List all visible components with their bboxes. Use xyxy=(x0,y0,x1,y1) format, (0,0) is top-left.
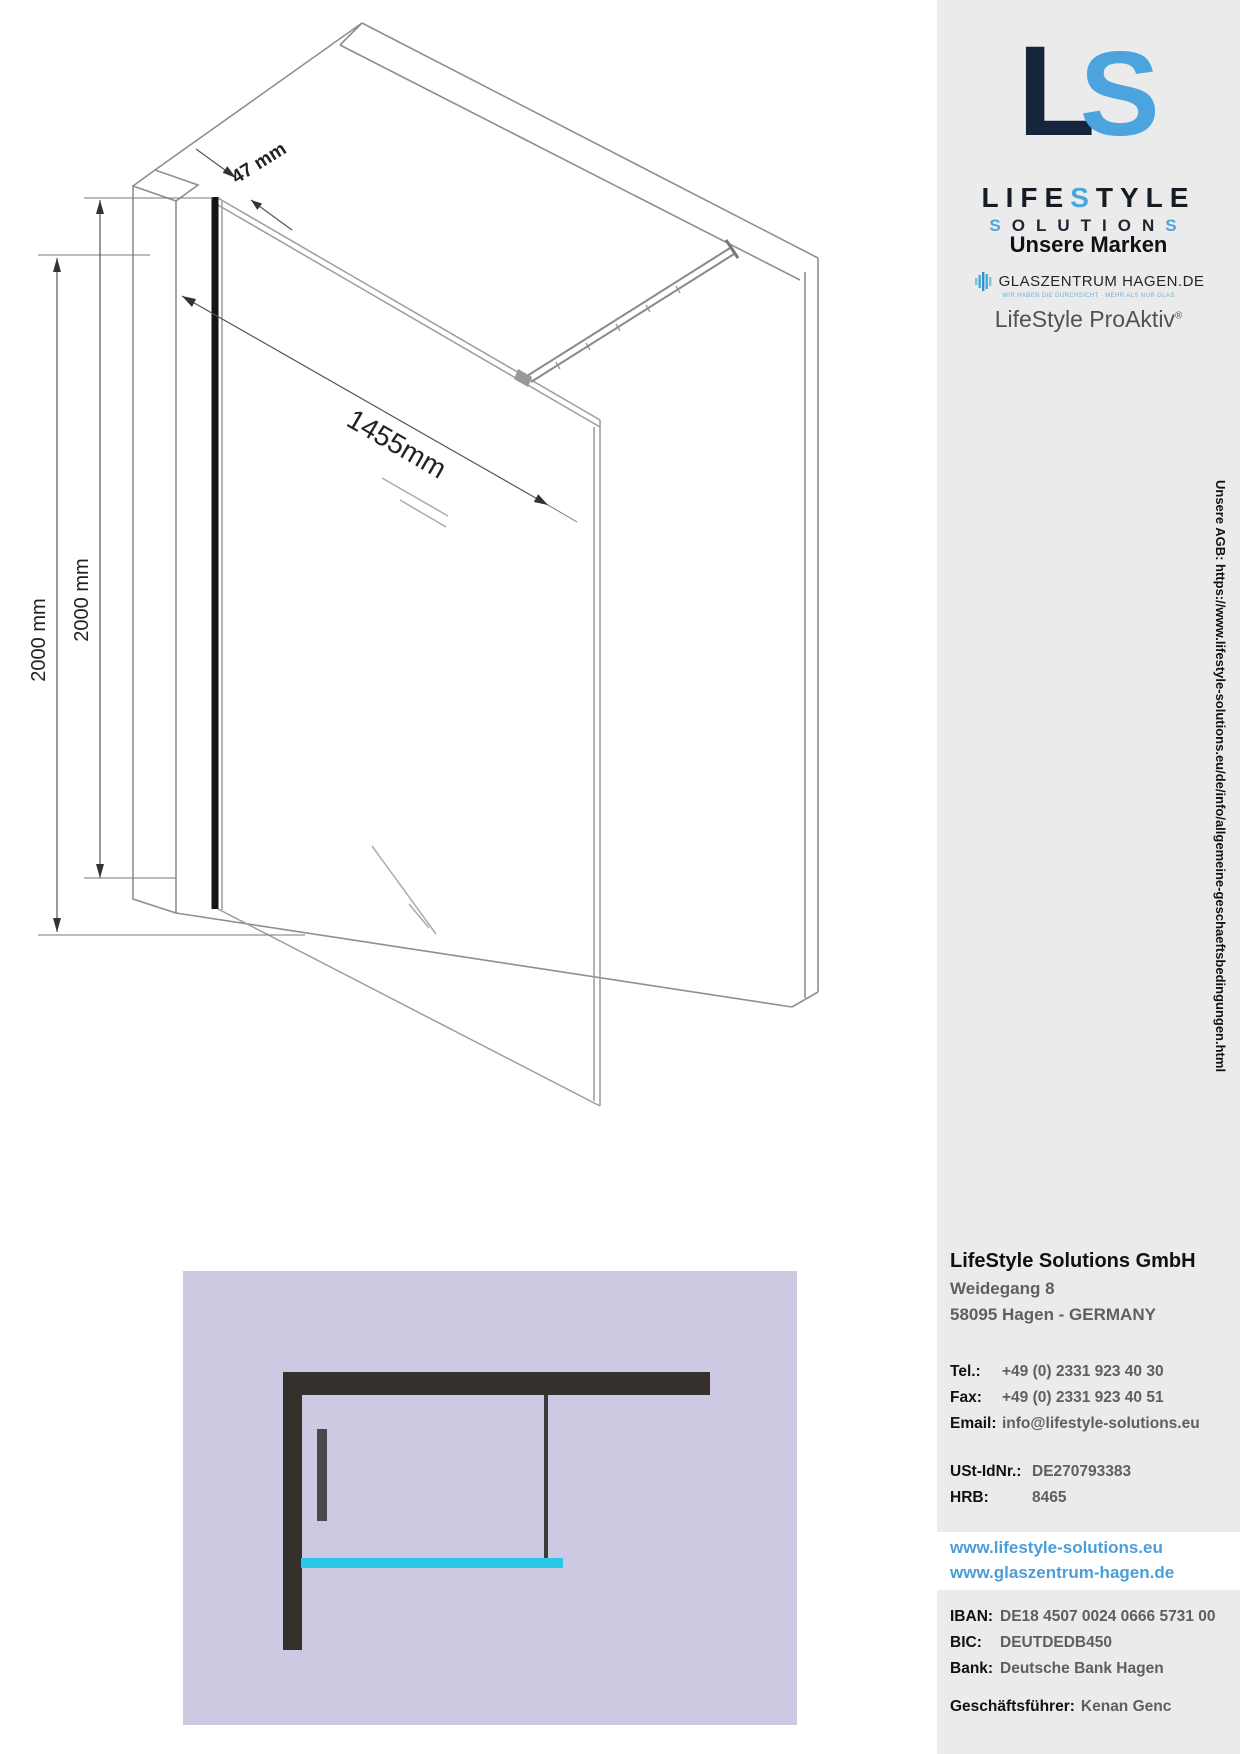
top-view-side-wall xyxy=(283,1372,302,1650)
top-view-back-wall xyxy=(283,1372,710,1395)
brands-heading: Unsere Marken xyxy=(1009,232,1168,257)
monogram-l: L xyxy=(1017,20,1090,163)
top-view-diagram xyxy=(183,1271,797,1725)
info-sidebar xyxy=(937,0,1240,1754)
hrb-row: HRB: 8465 xyxy=(950,1489,1067,1506)
contact-block xyxy=(950,1363,1200,1441)
contact-row-tel: Tel.: +49 (0) 2331 923 40 30 xyxy=(950,1363,1164,1380)
bic-row: BIC: DEUTDEDB450 xyxy=(950,1634,1112,1651)
dim-2000mm-outer-label: 2000 mm xyxy=(28,598,50,682)
dim-1455mm-label: 1455mm xyxy=(341,403,452,485)
top-view-support-bar xyxy=(544,1395,548,1568)
website-link-glaszentrum[interactable]: www.glaszentrum-hagen.de xyxy=(950,1563,1175,1582)
iban-row: IBAN: DE18 4507 0024 0666 5731 00 xyxy=(950,1608,1216,1625)
company-address xyxy=(950,1250,1196,1325)
brand-glaszentrum-name: GLASZENTRUM HAGEN.DE xyxy=(998,272,1205,290)
websites-band xyxy=(927,1532,1240,1590)
dimension-profile-width xyxy=(196,138,292,230)
dim-2000mm-inner-label: 2000 mm xyxy=(71,558,93,642)
logo-wordmark-lifestyle: LIFESTYLE xyxy=(981,182,1196,213)
ceo-row: Geschäftsführer: Kenan Genc xyxy=(950,1698,1172,1715)
brand-glaszentrum xyxy=(937,270,1240,292)
dimension-glass-width xyxy=(182,296,577,522)
agb-vertical-note: Unsere AGB: https://www.lifestyle-solutions.eu/de/info/allgemeine-geschaeftsbedingungen.html xyxy=(1213,480,1228,1073)
top-view-wall-profile xyxy=(317,1429,327,1521)
company-city: 58095 Hagen - GERMANY xyxy=(950,1305,1156,1324)
logo-wordmark-solutions: SOLUTIONS xyxy=(989,216,1188,235)
contact-row-email: Email: info@lifestyle-solutions.eu xyxy=(950,1415,1200,1432)
brand-proaktiv: LifeStyle ProAktiv® xyxy=(994,306,1183,332)
lifestyle-logo xyxy=(937,20,1240,236)
technical-drawing xyxy=(0,0,840,1130)
website-link-lifestyle[interactable]: www.lifestyle-solutions.eu xyxy=(950,1538,1163,1557)
glaszentrum-icon xyxy=(973,270,995,292)
glass-panel xyxy=(218,198,600,1106)
registration-block xyxy=(950,1463,1131,1515)
bank-name-row: Bank: Deutsche Bank Hagen xyxy=(950,1660,1164,1677)
lifestyle-monogram-icon xyxy=(937,20,1240,178)
ustid-row: USt-IdNr.: DE270793383 xyxy=(950,1463,1132,1480)
company-name: LifeStyle Solutions GmbH xyxy=(950,1250,1196,1272)
monogram-s: S xyxy=(1079,27,1160,161)
top-view-glass-panel xyxy=(301,1558,563,1568)
support-bar xyxy=(527,240,738,382)
dimension-height-outer xyxy=(28,255,305,935)
registered-mark: ® xyxy=(1174,310,1183,322)
brands-section xyxy=(937,232,1240,333)
company-street: Weidegang 8 xyxy=(950,1279,1055,1298)
bank-block xyxy=(950,1608,1215,1686)
dim-47mm-label: 47 mm xyxy=(227,138,291,189)
contact-row-fax: Fax: +49 (0) 2331 923 40 51 xyxy=(950,1389,1164,1406)
brand-glaszentrum-tagline: WIR HABEN DIE DURCHSICHT · MEHR ALS NUR GLAS xyxy=(1002,293,1175,299)
